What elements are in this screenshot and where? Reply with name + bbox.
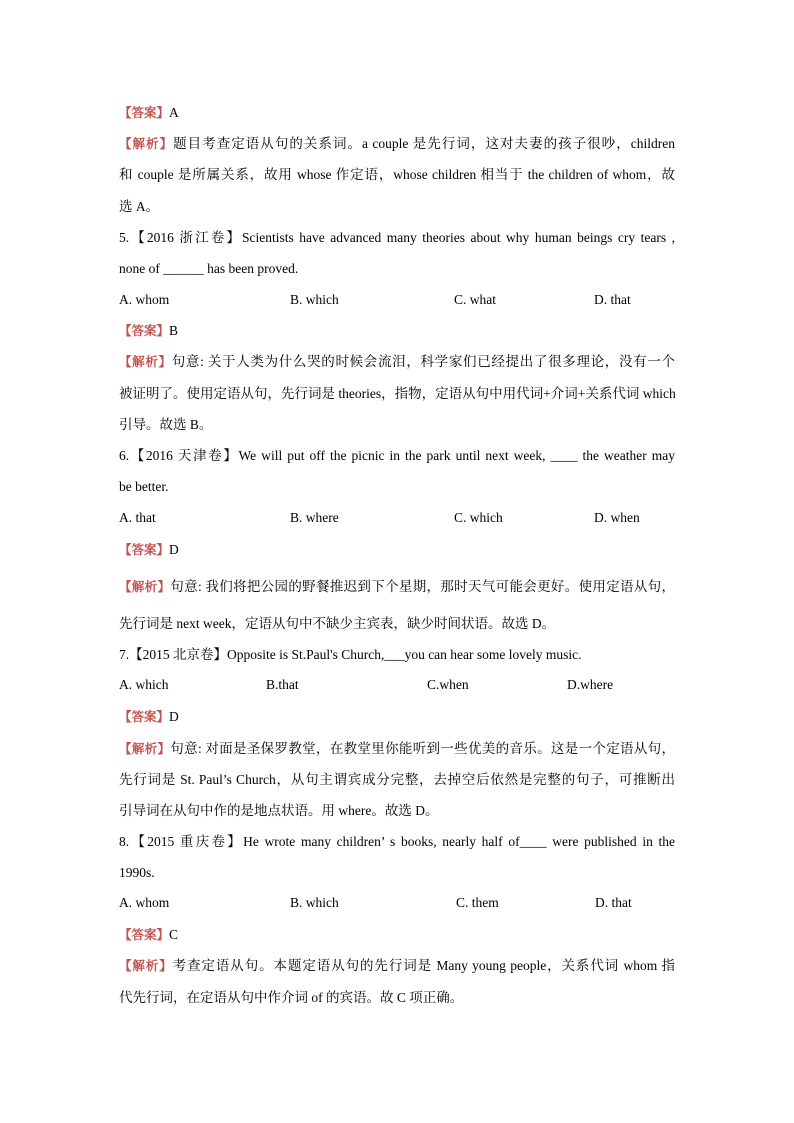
- option-b: B. which: [290, 292, 339, 307]
- analysis-text: 题目考查定语从句的关系词。a couple 是先行词，这对夫妻的孩子很吵，children: [173, 136, 675, 151]
- analysis-text: 句意: 我们将把公园的野餐推迟到下个星期，那时天气可能会更好。使用定语从句，: [170, 579, 675, 594]
- option-a: A. that: [119, 510, 156, 525]
- answer-tag: 【答案】: [119, 542, 170, 557]
- analysis-line: 引导。故选 B。: [119, 417, 213, 432]
- answer-tag: 【答案】: [119, 105, 170, 120]
- answer-value: C: [169, 927, 179, 942]
- analysis-text: 句意: 关于人类为什么哭的时候会流泪，科学家们已经提出了很多理论，没有一个: [171, 354, 675, 369]
- answer-tag: 【答案】: [119, 323, 170, 338]
- answer-line: [119, 541, 675, 559]
- answer-line: [119, 322, 675, 340]
- option-a: A. whom: [119, 292, 170, 307]
- option-c: C. them: [456, 895, 499, 910]
- option-c: C. what: [454, 292, 496, 307]
- question-stem-5: 5.【2016 浙江卷】Scientists have advanced many theories about why human beings cry tears ,: [119, 230, 675, 245]
- option-a: A. which: [119, 677, 169, 692]
- option-b: B. where: [290, 510, 339, 525]
- analysis-line: 先行词是 St. Paul’s Church，从句主谓宾成分完整，去掉空后依然是完整的句子，可推断出: [119, 772, 675, 787]
- option-d: D.where: [567, 677, 614, 692]
- answer-line: [119, 708, 675, 726]
- analysis-tag: 【解析】: [119, 354, 172, 369]
- option-d: D. when: [594, 510, 640, 525]
- option-b: B.that: [266, 677, 299, 692]
- analysis-line: [119, 957, 675, 975]
- analysis-line: 和 couple 是所属关系，故用 whose 作定语，whose children 相当于 the children of whom，故: [119, 167, 675, 182]
- answer-line: [119, 104, 675, 122]
- analysis-tag: 【解析】: [119, 136, 174, 151]
- question-stem-8-cont: 1990s.: [119, 865, 155, 880]
- answer-tag: 【答案】: [119, 927, 170, 942]
- analysis-line: [119, 135, 675, 153]
- question-stem-7: 7.【2015 北京卷】Opposite is St.Paul's Church,___you can hear some lovely music.: [119, 647, 582, 662]
- analysis-line: 先行词是 next week，定语从句中不缺少主宾表，缺少时间状语。故选 D。: [119, 616, 556, 631]
- question-stem-6-cont: be better.: [119, 479, 169, 494]
- answer-tag: 【答案】: [119, 709, 170, 724]
- analysis-text: 句意: 对面是圣保罗教堂，在教堂里你能听到一些优美的音乐。这是一个定语从句，: [170, 741, 675, 756]
- answer-value: D: [169, 542, 179, 557]
- answer-value: A: [169, 105, 179, 120]
- analysis-tag: 【解析】: [119, 741, 171, 756]
- option-d: D. that: [594, 292, 631, 307]
- option-b: B. which: [290, 895, 339, 910]
- answer-value: D: [169, 709, 179, 724]
- answer-value: B: [169, 323, 179, 338]
- option-a: A. whom: [119, 895, 170, 910]
- option-d: D. that: [595, 895, 632, 910]
- question-stem-6: 6.【2016 天津卷】We will put off the picnic in the park until next week, ____ the weather may: [119, 448, 675, 463]
- question-stem-8: 8.【2015 重庆卷】He wrote many children’ s books, nearly half of____ were published in the: [119, 834, 675, 849]
- analysis-line: [119, 740, 675, 758]
- answer-line: [119, 926, 675, 944]
- analysis-tag: 【解析】: [119, 579, 171, 594]
- analysis-line: 被证明了。使用定语从句，先行词是 theories，指物，定语从句中用代词+介词+关系代词 which: [119, 386, 676, 401]
- option-c: C. which: [454, 510, 503, 525]
- analysis-line: 选 A。: [119, 199, 160, 214]
- option-c: C.when: [427, 677, 469, 692]
- question-stem-5-cont: none of ______ has been proved.: [119, 261, 299, 276]
- analysis-line: [119, 578, 675, 596]
- analysis-line: 引导词在从句中作的是地点状语。用 where。故选 D。: [119, 803, 439, 818]
- analysis-text: 考查定语从句。本题定语从句的先行词是 Many young people，关系代词 whom 指: [172, 958, 675, 973]
- analysis-line: [119, 353, 675, 371]
- analysis-line: 代先行词，在定语从句中作介词 of 的宾语。故 C 项正确。: [119, 990, 464, 1005]
- analysis-tag: 【解析】: [119, 958, 173, 973]
